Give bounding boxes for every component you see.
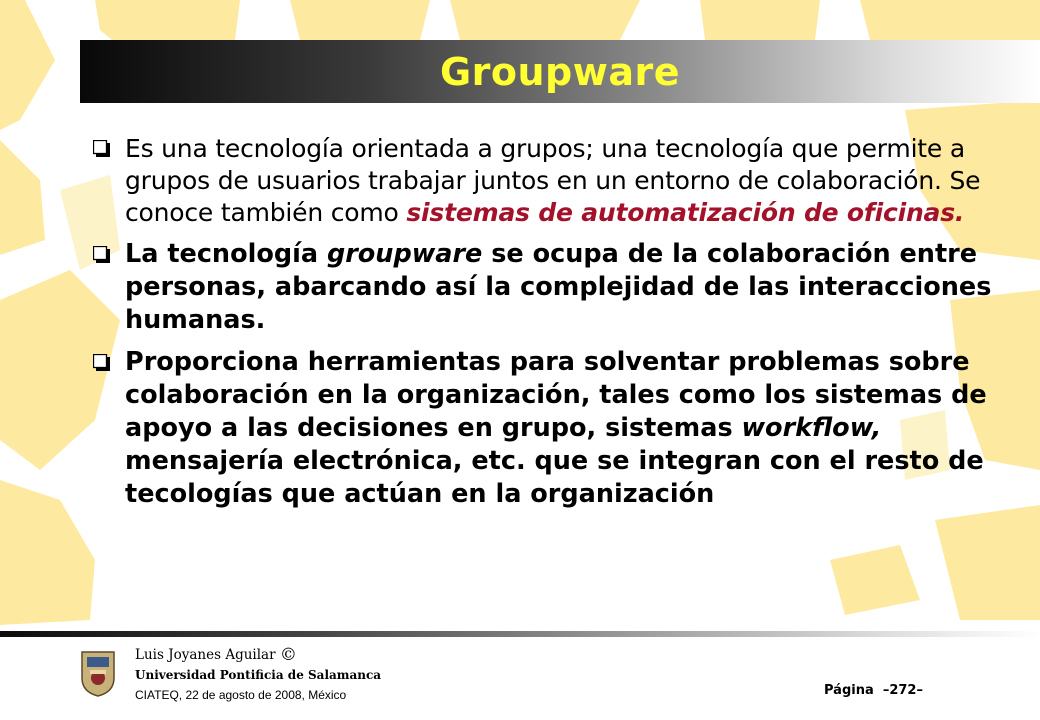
copyright-symbol: © [279,645,297,665]
footer-event: CIATEQ, 22 de agosto de 2008, México [135,688,347,702]
slide-body [93,133,993,520]
checkbox-bullet-icon [93,246,111,264]
page-number: Página –272– [824,683,923,698]
checkbox-bullet-icon [93,140,111,158]
bullet-item [93,238,993,337]
bullet-text: Es una tecnología orientada a grupos; una tecnología que permite a grupos de usuarios trabajar juntos en un entorno de colaboración. Se conoce también como [125,134,981,227]
footer-university: Universidad Pontificia de Salamanca [135,668,382,682]
bullet-text: mensajería electrónica, etc. que se integran con el resto de tecologías que actúan en la organización [125,446,984,509]
bullet-emphasis: sistemas de automatización de oficinas. [406,198,965,227]
bullet-text: Proporciona herramientas para solventar problemas sobre colaboración en la organización, tales como los sistemas de apoyo a las decisiones en grupo, sistemas [125,347,987,443]
bullet-item [93,346,993,511]
bullet-emphasis: groupware [326,239,483,269]
slide-title: Groupware [439,50,681,94]
bullet-text: se ocupa de la colaboración entre personas, abarcando así la complejidad de las interacciones humanas. [125,239,992,335]
bullet-emphasis: workflow, [741,413,882,443]
bullet-item [93,133,993,229]
checkbox-bullet-icon [93,354,111,372]
footer-author: Luis Joyanes Aguilar © [135,645,297,665]
footer-divider [0,631,1040,637]
bullet-text: La tecnología [125,239,327,269]
university-seal-icon [78,648,118,698]
